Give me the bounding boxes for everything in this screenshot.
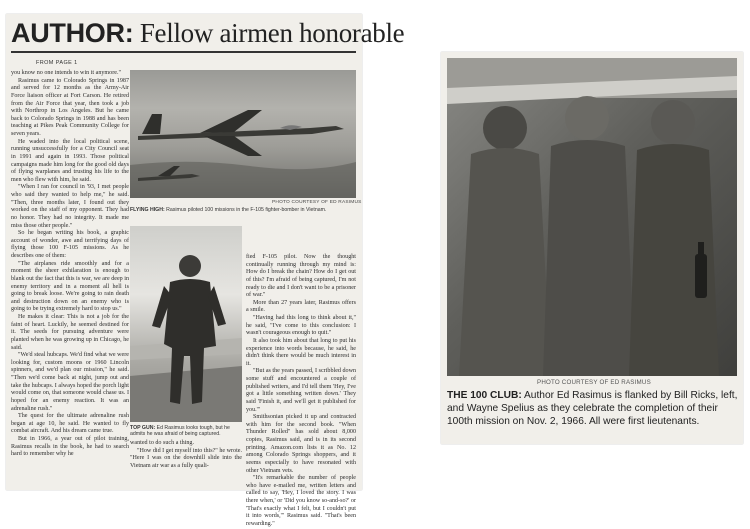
- article-column-1: [11, 70, 129, 485]
- caption-label: THE 100 CLUB:: [447, 390, 522, 401]
- photo-caption: [130, 425, 244, 437]
- paragraph: More than 27 years later, Rasimus offers a smile.: [246, 299, 356, 314]
- paragraph: "Having had this long to think about it," he said, "I've come to this conclusion: I wasn't courageous enough to quit.": [246, 315, 356, 337]
- photo-caption: [130, 207, 358, 213]
- paragraph: He makes it clear: This is not a job for the faint of heart. Luckily, he seemed destined for it. The seeds for pursuing adventure were planted when he was growing up in Chicago, he said.: [11, 314, 129, 351]
- paragraph: He waded into the local political scene, running unsuccessfully for a City Council seat in 1991 and again in 1993. Those political campaigns made him long for the good old days of flying warplanes and trusting his life to the men who flew with him, he said.: [11, 138, 129, 183]
- caption-label: TOP GUN:: [130, 425, 156, 431]
- caption-label: FLYING HIGH:: [130, 207, 165, 213]
- fighter-jet-illustration: [130, 70, 356, 198]
- headline-title: Fellow airmen honorable: [133, 18, 405, 48]
- paragraph: Smithsonian picked it up and contracted with him for the second book. "When Thunder Rolled" has sold about 8,000 copies, Rasimus said, and is in its second printing. Amazon.com lists it as No. 12 among Colorado Springs shoppers, and it seems especially to have resonated with other Vietnam vets.: [246, 414, 356, 474]
- paragraph: But in 1966, a year out of pilot training, Rasimus recalls in the book, he had to search hard to remember why he: [11, 436, 129, 458]
- three-airmen-illustration: [447, 58, 737, 376]
- from-page-label: FROM PAGE 1: [36, 60, 78, 66]
- fighter-jet-photo: [130, 70, 356, 198]
- caption-text: Rasimus piloted 100 missions in the F-105 fighter-bomber in Vietnam.: [164, 207, 327, 213]
- paragraph: fied F-105 pilot. Now the thought continually running through my mind is: How do I break the chain? How do I get out of this? I'm afraid of being captured, I'm not ready to die and I don't want to be a prisoner of war.": [246, 254, 356, 299]
- photo-caption: [447, 389, 739, 428]
- headline-rule: [11, 51, 356, 53]
- paragraph: wanted to do such a thing.: [130, 440, 194, 446]
- paragraph: "But as the years passed, I scribbled down some stuff and encountered a couple of published writers, and I'd tell them 'Hey, I've got a little something written down.' They said 'Finish it, and we'll get it published for you.'": [246, 368, 357, 413]
- paragraph: "It's remarkable the number of people who have e-mailed me, written letters and called to say, 'Hey, I loved the story. I was there when,' or 'Did you know so-and-so?' or 'That's exactly what I felt, but I couldn't put it into words,'" Rasimus said. "That's been rewarding.": [246, 475, 356, 527]
- paragraph: So he began writing his book, a graphic account of wonder, awe and terrifying days of flying those 100 F-105 missions. As he describes one of them:: [11, 230, 129, 259]
- paragraph: you know no one intends to win it anymore.": [11, 70, 121, 76]
- paragraph: "The airplanes ride smoothly and for a moment the sheer exhilaration is enough to blank out the fact that this is war, we are deep in enemy territory and in a moment all hell is going to break loose. We're going to rain death and destruction down on an enemy who is going to be trying extremely hard to stop us.": [11, 260, 129, 313]
- paragraph: It also took him about that long to put his experience into words because, he said, he didn't think there would be much interest in it.: [246, 337, 356, 367]
- article-clipping-left: [6, 14, 405, 527]
- headline-kicker: AUTHOR:: [11, 18, 134, 48]
- article-column-3: [130, 440, 242, 486]
- photo-credit: PHOTO COURTESY OF ED RASIMUS: [537, 379, 651, 386]
- paragraph: Rasimus came to Colorado Springs in 1987 and served for 12 months as the Army-Air Force liaison officer at Fort Carson. He retired from the Air Force that year, then took a job with Northrop in Los Angeles. But he came back to Colorado Springs in 1988 and has been teaching at Pikes Peak Community College for seven years.: [11, 77, 129, 137]
- hundred-club-photo: [447, 58, 737, 376]
- paragraph: "How did I get myself into this?" he wrote. "Here I was on the downhill slide into the Vietnam air war as a fully quali-: [130, 447, 242, 469]
- caption-text: Ed Rasimus looks tough, but he admits he was afraid of being captured.: [130, 425, 230, 438]
- caption-text: Author Ed Rasimus is flanked by Bill Ricks, left, and Wayne Spelius as they celebrate the completion of their 100th mission on Nov. 2, 1966. All were first lieutenants.: [447, 390, 738, 428]
- paragraph: "When I ran for council in '93, I met people who said they wanted to help me," he said. "Then, three months later, I found out they worked on the staff of my opponent. They had no honor. They had no integrity. It made me miss those other people.": [11, 184, 129, 229]
- paragraph: "We'd steal hubcaps. We'd find what we were looking for, custom moons or 1960 Lincoln spinners, and we'd plan our mission," he said. "Then we'd come back at night, jump out and take the hubcaps. I always hoped the porch light would come on, that someone would chase us. I hoped for an enemy reaction. It was an adrenaline rush.": [11, 352, 129, 412]
- article-column-2: [246, 254, 357, 527]
- pilot-portrait-photo: [130, 226, 242, 422]
- photo-clipping-right: [441, 52, 743, 444]
- headline: [11, 18, 404, 48]
- photo-credit: PHOTO COURTESY OF ED RASIMUS: [272, 200, 362, 205]
- pilot-illustration: [130, 226, 242, 422]
- paragraph: The quest for the ultimate adrenaline rush began at age 10, he said. He wanted to fly combat aircraft. And his dream came true.: [11, 413, 129, 435]
